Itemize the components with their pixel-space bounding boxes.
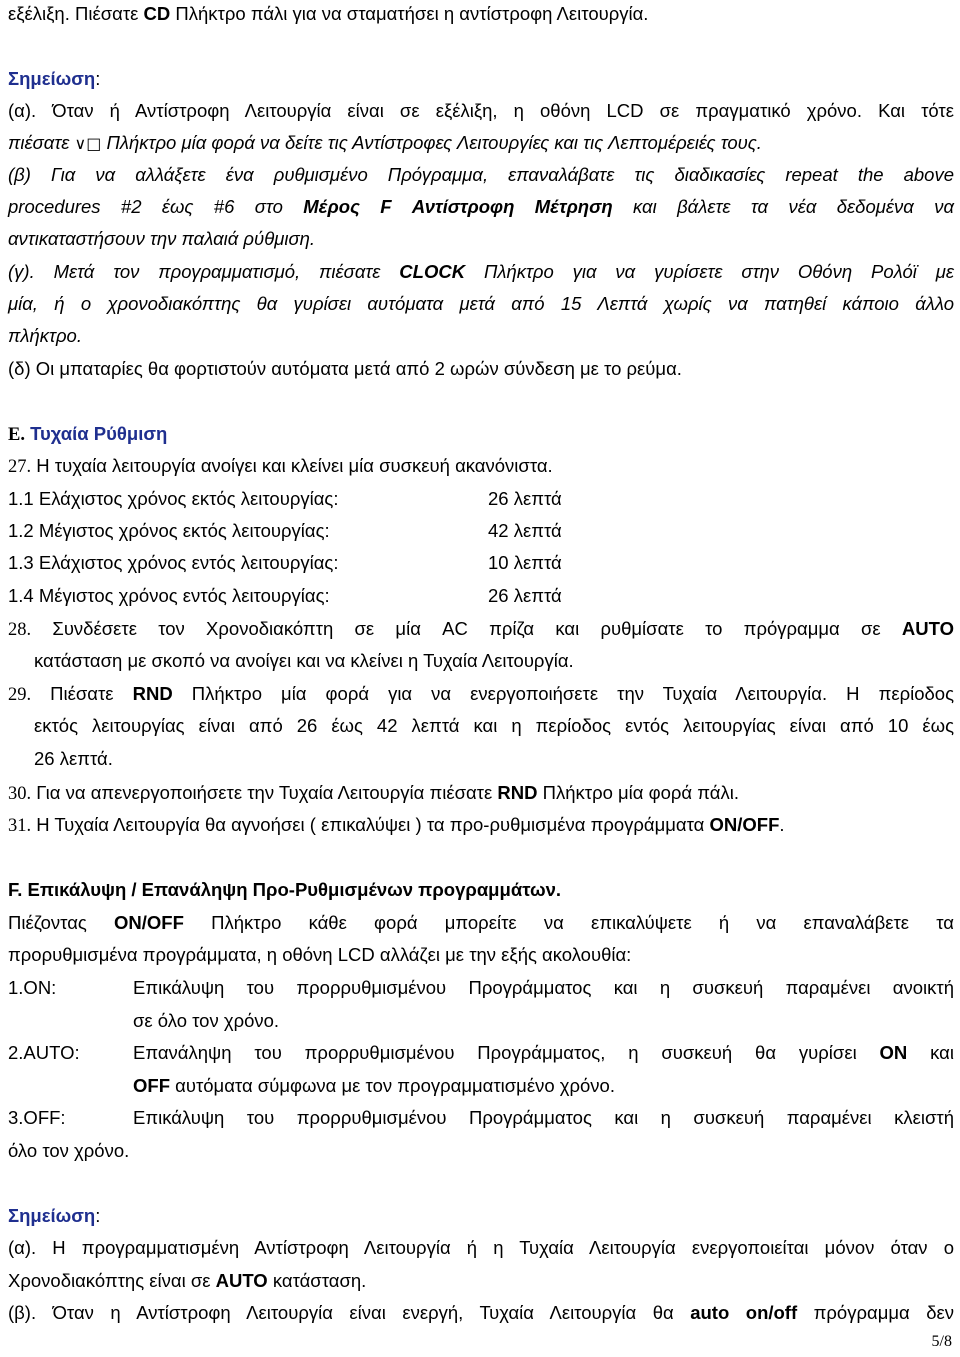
section-e-title: E. Τυχαία Ρύθμιση xyxy=(8,423,168,445)
note-c-line1: (γ). Μετά τον προγραμματισμό, πιέσατε CLOCK Πλήκτρο για να γυρίσετε στην Οθόνη Ρολόϊ με xyxy=(8,261,954,282)
note2-heading: Σημείωση: xyxy=(8,1205,101,1226)
note-b-line3: αντικαταστήσουν την παλαιά ρύθμιση. xyxy=(8,228,316,249)
page-number: 5/8 xyxy=(931,1333,952,1350)
note-d-line: (δ) Οι μπαταρίες θα φορτιστούν αυτόματα μετά από 2 ωρών σύνδεση με το ρεύμα. xyxy=(8,358,682,379)
note2-b-line1: (β). Όταν η Αντίστροφη Λειτουργία είναι ενεργή, Τυχαία Λειτουργία θα auto on/off πρόγραμμα δεν xyxy=(8,1302,954,1323)
step-29-line3: 26 λεπτά. xyxy=(34,748,113,769)
note-b-line1: (β) Για να αλλάξετε ένα ρυθμισμένο Πρόγραμμα, επαναλάβατε τις διαδικασίες repeat the above xyxy=(8,164,954,185)
section-f-line1: Πιέζοντας ON/OFF Πλήκτρο κάθε φορά μπορείτε να επικαλύψετε ή να επαναλάβετε τα xyxy=(8,912,954,933)
note-c-line3: πλήκτρο. xyxy=(8,325,82,346)
note-heading: Σημείωση: xyxy=(8,68,101,89)
step-29-line1: 29. Πιέσατε RND Πλήκτρο μία φορά για να ενεργοποιήσετε την Τυχαία Λειτουργία. Η περίοδος xyxy=(8,683,954,705)
mode-off-desc-line1: Επικάλυψη του προρρυθμισμένου Προγράμματος και η συσκευή παραμένει κλειστή xyxy=(133,1107,954,1128)
step-31: 31. Η Τυχαία Λειτουργία θα αγνοήσει ( επικαλύψει ) τα προ-ρυθμισμένα προγράμματα ON/OFF. xyxy=(8,814,785,836)
mode-off-desc-line2: όλο τον χρόνο. xyxy=(8,1140,130,1161)
step-28-line2: κατάσταση με σκοπό να ανοίγει και να κλείνει η Τυχαία Λειτουργία. xyxy=(34,650,574,671)
mode-on-desc-line2: σε όλο τον χρόνο. xyxy=(133,1010,280,1031)
mode-on-label: 1.ON: xyxy=(8,977,57,998)
step-27: 27. Η τυχαία λειτουργία ανοίγει και κλείνει μία συσκευή ακανόνιστα. xyxy=(8,455,553,477)
step-29-line2: εκτός λειτουργίας είναι από 26 έως 42 λεπτά και η περίοδος εντός λειτουργίας είναι από 10 έως xyxy=(34,715,954,736)
mode-auto-desc-line2: OFF αυτόματα σύμφωνα με τον προγραμματισμένο χρόνο. xyxy=(133,1075,615,1096)
table-row: 1.1 Ελάχιστος χρόνος εκτός λειτουργίας: 26 λεπτά xyxy=(8,488,562,509)
note2-a-line1: (α). Η προγραμματισμένη Αντίστροφη Λειτουργία ή η Τυχαία Λειτουργία ενεργοποιείται μόνον όταν ο xyxy=(8,1237,954,1258)
note-b-line2: procedures #2 έως #6 στο Μέρος F Αντίστροφη Μέτρηση και βάλετε τα νέα δεδομένα να xyxy=(8,196,954,217)
note-c-line2: μία, ή ο χρονοδιακόπτης θα γυρίσει αυτόματα μετά από 15 Λεπτά χωρίς να πατηθεί κάποιο άλλο xyxy=(8,293,954,314)
table-row: 1.2 Μέγιστος χρόνος εκτός λειτουργίας: 42 λεπτά xyxy=(8,520,562,541)
note-a-line2: πιέσατε ∨□ Πλήκτρο μία φορά να δείτε τις Αντίστροφες Λειτουργίες και τις Λεπτομέρειές τους. xyxy=(8,132,762,153)
table-row: 1.4 Μέγιστος χρόνος εντός λειτουργίας: 26 λεπτά xyxy=(8,585,562,606)
step-30: 30. Για να απενεργοποιήσετε την Τυχαία Λειτουργία πιέσατε RND Πλήκτρο μία φορά πάλι. xyxy=(8,782,739,804)
step-28-line1: 28. Συνδέσετε τον Χρονοδιακόπτη σε μία AC πρίζα και ρυθμίσατε το πρόγραμμα σε AUTO xyxy=(8,618,954,640)
mode-on-desc-line1: Επικάλυψη του προρρυθμισμένου Προγράμματος και η συσκευή παραμένει ανοικτή xyxy=(133,977,954,998)
mode-off-label: 3.OFF: xyxy=(8,1107,66,1128)
mode-auto-label: 2.AUTO: xyxy=(8,1042,80,1063)
intro-line: εξέλιξη. Πιέσατε CD Πλήκτρο πάλι για να σταματήσει η αντίστροφη Λειτουργία. xyxy=(8,3,649,24)
section-f-line2: προρυθμισμένα προγράμματα, η οθόνη LCD αλλάζει με την εξής ακολουθία: xyxy=(8,944,632,965)
note2-a-line2: Χρονοδιακόπτης είναι σε AUTO κατάσταση. xyxy=(8,1270,367,1291)
mode-auto-desc-line1: Επανάληψη του προρρυθμισμένου Προγράμματος, η συσκευή θα γυρίσει ON και xyxy=(133,1042,954,1063)
down-key-icon: ∨□ xyxy=(74,134,102,153)
table-row: 1.3 Ελάχιστος χρόνος εντός λειτουργίας: 10 λεπτά xyxy=(8,552,562,573)
section-f-title: F. Επικάλυψη / Επανάληψη Προ-Ρυθμισμένων προγραμμάτων. xyxy=(8,879,561,900)
note-a-line1: (α). Όταν ή Αντίστροφη Λειτουργία είναι σε εξέλιξη, η οθόνη LCD σε πραγματικό χρόνο. Και τότε xyxy=(8,100,954,121)
